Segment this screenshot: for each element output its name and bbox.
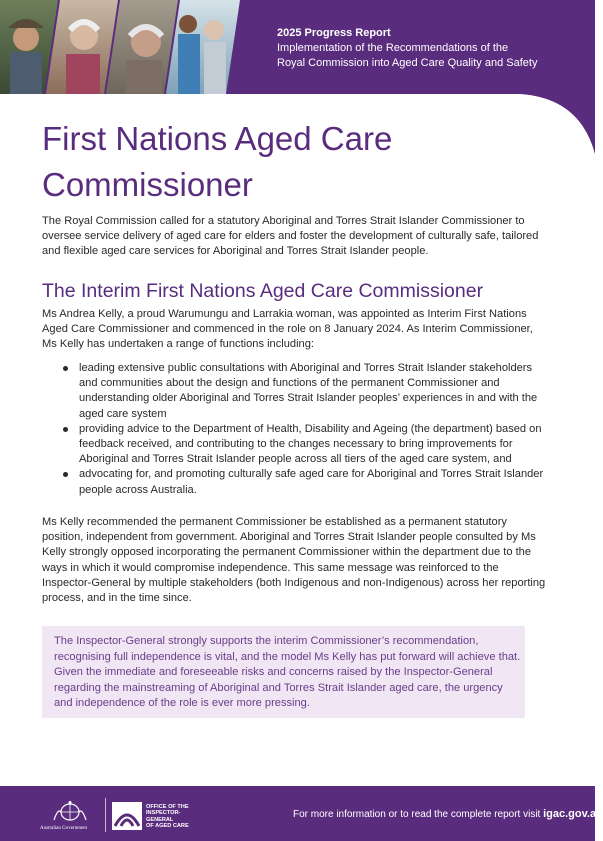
bullet-icon xyxy=(63,366,68,371)
list-item-text: leading extensive public consultations with Aboriginal and Torres Strait Islander stakeholders and communities about the design and functions of the permanent Commissioner and understanding older Aboriginal and Torres Strait Islander peoples’ experiences in and with the aged care system xyxy=(79,362,538,420)
callout-text: The Inspector-General strongly supports the interim Commissioner’s recommendation, recognising full independence is vital, and the model Ms Kelly has put forward will achieve that. Given the immediate and foreseeable risks and concerns raised by the Inspector-General regarding the mainstreaming of Aboriginal and Torres Strait Islander aged care, the urgency and independence of the role is ever more pressing. xyxy=(54,635,521,710)
footer-cta-text: For more information or to read the complete report visit xyxy=(293,809,544,820)
website-link[interactable]: igac.gov.au xyxy=(543,808,603,820)
section-paragraph: Ms Andrea Kelly, a proud Warumungu and Larrakia woman, was appointed as Interim First Nations Aged Care Commissioner and commenced in the role on 8 January 2024. As Interim Commissioner, Ms Kelly has undertaken a range of functions including: xyxy=(42,308,533,351)
office-line1: OFFICE OF THE xyxy=(146,804,189,810)
inspector-general-logo-icon xyxy=(112,802,142,830)
page-title xyxy=(42,116,542,208)
functions-list xyxy=(42,361,547,498)
list-item xyxy=(42,361,547,422)
bullet-icon xyxy=(63,427,68,432)
logo-divider xyxy=(105,798,106,832)
bullet-icon xyxy=(63,472,68,477)
report-title: 2025 Progress Report xyxy=(277,27,391,39)
list-item-text: advocating for, and promoting culturally safe aged care for Aboriginal and Torres Strait Islander people across Australia. xyxy=(79,468,544,496)
page-title-line2: Commissioner xyxy=(42,166,253,203)
report-subtitle-line2: Royal Commission into Aged Care Quality and Safety xyxy=(277,57,538,69)
page-title-line1: First Nations Aged Care xyxy=(42,120,393,157)
callout-box xyxy=(42,626,525,718)
footer-band xyxy=(0,786,603,841)
report-subtitle-line1: Implementation of the Recommendations of the xyxy=(277,42,509,54)
header-photo-collage xyxy=(0,0,240,94)
intro-paragraph: The Royal Commission called for a statutory Aboriginal and Torres Strait Islander Commissioner to oversee service delivery of aged care for elders and foster the development of culturally safe, tailored and flexible aged care services for Aboriginal and Torres Strait Islander people. xyxy=(42,215,539,258)
government-label: Australian Government xyxy=(40,826,88,831)
list-item xyxy=(42,422,547,468)
report-header-text xyxy=(277,26,537,71)
office-line2: INSPECTOR- xyxy=(146,810,181,817)
list-item xyxy=(42,467,547,497)
recommendation-paragraph: Ms Kelly recommended the permanent Commissioner be established as a permanent statutory position, independent from government. Aboriginal and Torres Strait Islander people consulted by Ms Kelly strongly opposed incorporating the permanent Commissioner within the department due to the ways in which it would compromise independence. This same message was reinforced to the Inspector-General by multiple stakeholders (both Indigenous and non-Indigenous) across her reporting process, and in the time since. xyxy=(42,516,546,605)
footer-cta xyxy=(293,808,603,820)
office-line3: GENERAL xyxy=(146,816,174,823)
inspector-general-wordmark xyxy=(146,804,189,830)
header-band xyxy=(0,0,595,94)
list-item-text: providing advice to the Department of Health, Disability and Ageing (the department) based on feedback received, and contributing to the changes necessary to bring improvements for Aboriginal and Torres Strait Islander people across all tiers of the aged care system, and xyxy=(79,422,542,466)
office-line4: OF AGED CARE xyxy=(146,823,189,830)
section-heading: The Interim First Nations Aged Care Commissioner xyxy=(42,280,484,302)
